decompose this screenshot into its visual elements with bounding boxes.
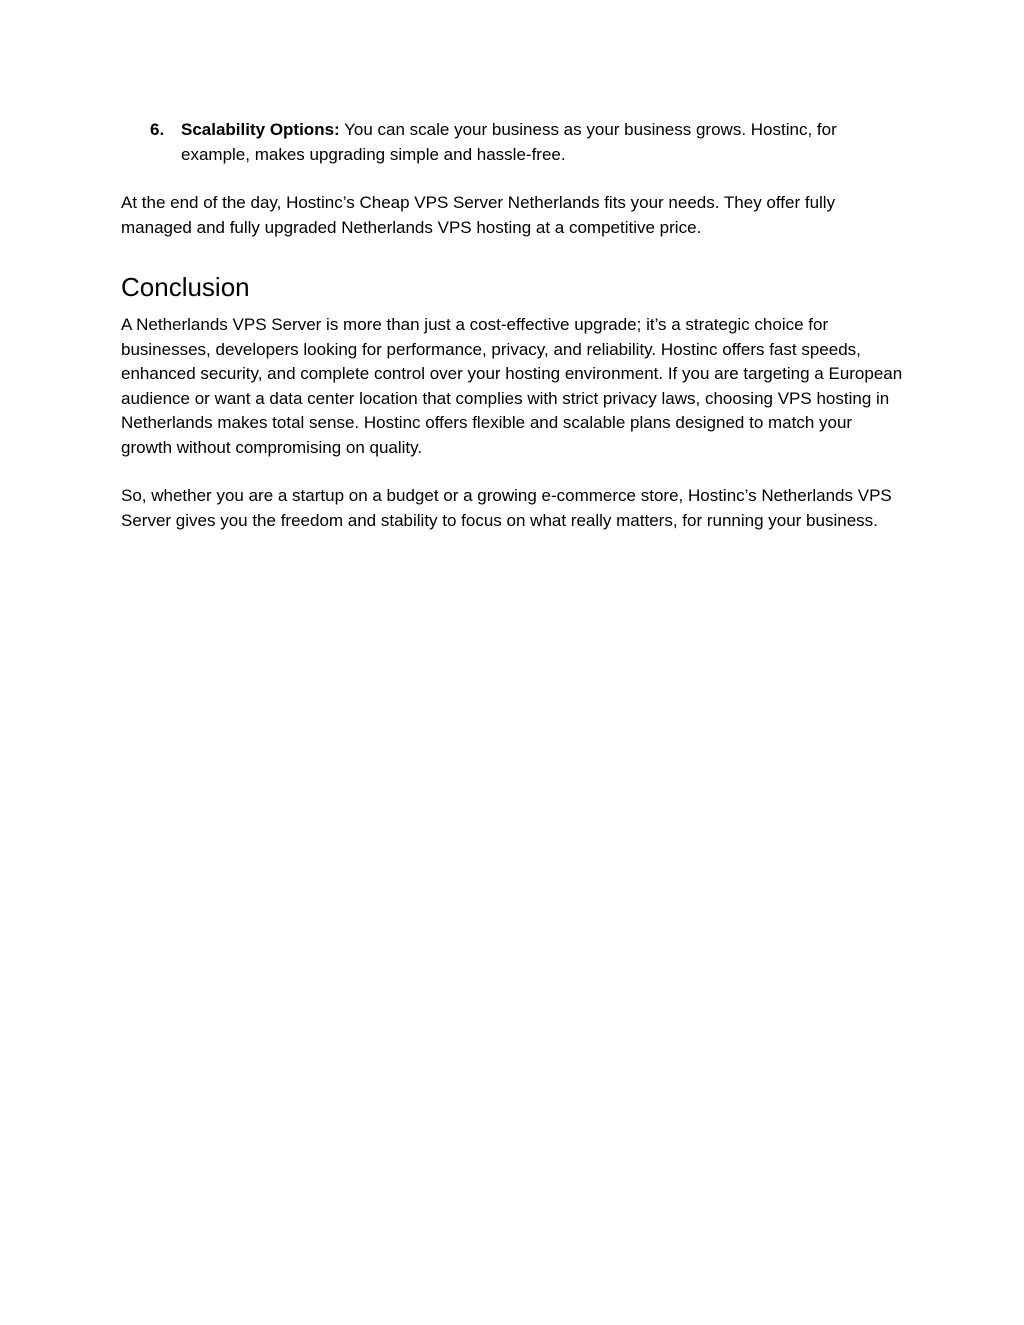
list-item-title: Scalability Options: xyxy=(181,120,340,139)
document-page xyxy=(121,118,906,533)
list-item-body xyxy=(181,118,906,167)
conclusion-paragraph-1: A Netherlands VPS Server is more than just a cost-effective upgrade; it’s a strategic choice for businesses, developers looking for performance, privacy, and reliability. Hostinc offers fast speeds, enhanced security, and complete control over your hosting environment. If you are targeting a European audience or want a data center location that complies with strict privacy laws, choosing VPS hosting in Netherlands makes total sense. Hostinc offers flexible and scalable plans designed to match your growth without compromising on quality. xyxy=(121,315,903,457)
list-item-number: 6. xyxy=(150,120,165,139)
list-item-text: You can scale your business as your business grows. Hostinc, for example, makes upgrading simple and hassle-free. xyxy=(181,120,837,164)
conclusion-paragraph-2: So, whether you are a startup on a budget or a growing e-commerce store, Hostinc’s Netherlands VPS Server gives you the freedom and stability to focus on what really matters, for running your business. xyxy=(121,486,892,530)
summary-paragraph: At the end of the day, Hostinc’s Cheap VPS Server Netherlands fits your needs. They offer fully managed and fully upgraded Netherlands VPS hosting at a competitive price. xyxy=(121,193,836,237)
conclusion-heading: Conclusion xyxy=(121,272,250,302)
list-item-scalability xyxy=(150,118,906,167)
